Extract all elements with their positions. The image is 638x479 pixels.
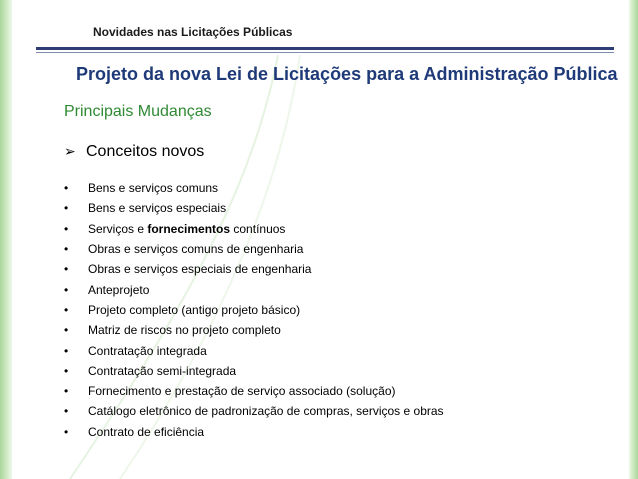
- list-item-text-part: Serviços e: [88, 221, 148, 236]
- list-item: [64, 259, 444, 279]
- list-item-text-part: Projeto completo (antigo projeto básico): [88, 302, 301, 317]
- bullet-icon: •: [64, 323, 69, 338]
- bullet-icon: •: [64, 282, 69, 297]
- list-item-text: [88, 364, 236, 378]
- list-item-text: [88, 303, 300, 317]
- section-label: Conceitos novos: [86, 143, 205, 160]
- list-item-text-part: Bens e serviços especiais: [88, 201, 227, 216]
- list-item: [64, 239, 444, 259]
- list-item-text-part: Contratação integrada: [88, 343, 207, 358]
- list-item-emphasis: fornecimentos: [147, 221, 231, 236]
- bullet-icon: •: [64, 363, 69, 378]
- bullet-icon: •: [64, 424, 69, 439]
- list-item: [64, 401, 444, 421]
- arrow-bullet-icon: ➢: [64, 143, 76, 159]
- list-item-text-part: Anteprojeto: [88, 282, 150, 297]
- bullet-icon: •: [64, 302, 69, 317]
- slide-subtitle: Principais Mudanças: [64, 103, 212, 120]
- header-rule: [36, 47, 614, 50]
- bullet-icon: •: [64, 404, 69, 419]
- list-item-text: [88, 344, 207, 358]
- list-item: [64, 279, 444, 299]
- list-item-text-part: Matriz de riscos no projeto completo: [88, 323, 281, 338]
- list-item-text: [88, 323, 281, 337]
- list-item-text: [88, 404, 444, 418]
- bullet-icon: •: [64, 242, 69, 257]
- bullet-icon: •: [64, 181, 69, 196]
- list-item-text: [88, 181, 218, 195]
- bullet-icon: •: [64, 262, 69, 277]
- slide-title: Projeto da nova Lei de Licitações para a Administração Pública: [76, 64, 618, 84]
- list-item-text: [88, 242, 303, 256]
- list-item-text: [88, 425, 204, 439]
- list-item: [64, 361, 444, 381]
- list-item-text-part: Obras e serviços comuns de engenharia: [88, 242, 304, 257]
- list-item-text-part: Contratação semi-integrada: [88, 363, 237, 378]
- header-text: Novidades nas Licitações Públicas: [93, 25, 293, 39]
- list-item-text-part: Obras e serviços especiais de engenharia: [88, 262, 312, 277]
- list-item-text: [88, 283, 149, 297]
- list-item-text-part: Catálogo eletrônico de padronização de compras, serviços e obras: [88, 404, 444, 419]
- list-item-text: [88, 222, 285, 236]
- bullet-icon: •: [64, 201, 69, 216]
- bullet-icon: •: [64, 221, 69, 236]
- list-item: [64, 198, 444, 218]
- list-item: [64, 178, 444, 198]
- list-item-text: [88, 384, 396, 398]
- header-rule-thin: [36, 52, 614, 53]
- list-item-text-part: contínuos: [230, 221, 286, 236]
- list-item-text: [88, 201, 226, 215]
- bullet-icon: •: [64, 384, 69, 399]
- list-item: [64, 340, 444, 360]
- bullet-list: [64, 178, 444, 442]
- list-item-text-part: Bens e serviços comuns: [88, 181, 219, 196]
- section-heading: [64, 143, 204, 161]
- list-item: [64, 422, 444, 442]
- bullet-icon: •: [64, 343, 69, 358]
- list-item: [64, 381, 444, 401]
- list-item: [64, 320, 444, 340]
- list-item: [64, 219, 444, 239]
- list-item: [64, 300, 444, 320]
- list-item-text-part: Contrato de eficiência: [88, 424, 205, 439]
- list-item-text: [88, 262, 311, 276]
- list-item-text-part: Fornecimento e prestação de serviço associado (solução): [88, 384, 396, 399]
